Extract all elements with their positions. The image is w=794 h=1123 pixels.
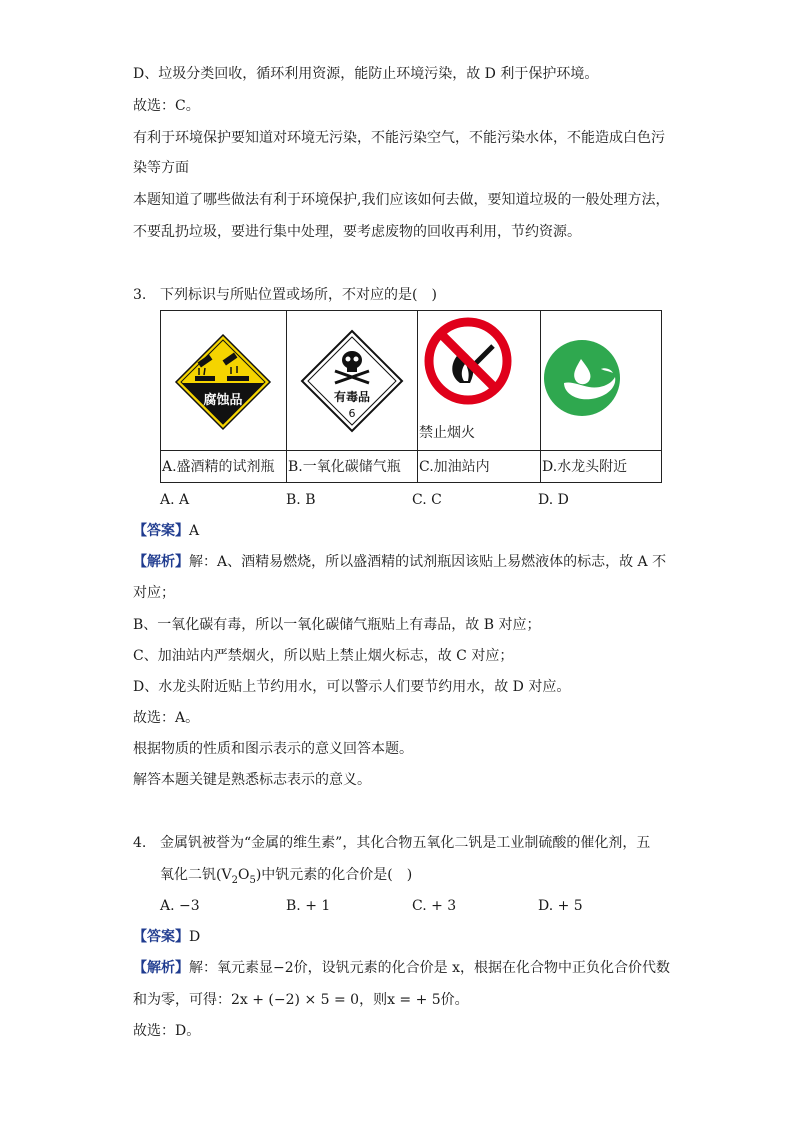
q4-answer-line [133,927,200,947]
q4-option-a: A. −3 [160,898,200,914]
q4-answer: D [189,929,201,945]
q3-analysis-tag: 【解析】 [133,554,189,570]
toxic-sign-text: 有毒品 [333,390,371,404]
q3-answer-tag: 【答案】 [133,523,189,539]
q4-stem-part-b: O [237,867,250,883]
q3-caption-b: B.一氧化碳储气瓶 [287,451,418,483]
q4-option-c: C. + 3 [412,898,457,914]
intro-note1b: 染等方面 [133,160,189,176]
q4-stem-part-c: )中钒元素的化合价是( ) [255,867,413,883]
q3-answer-line [133,521,199,541]
q4-analysis-tag: 【解析】 [133,960,189,976]
intro-line-d: D、垃圾分类回收，循环利用资源，能防止环境污染，故 D 利于保护环境。 [133,66,599,82]
q4-analysis-line-2: 和为零，可得：2x + (−2) × 5 = 0，则x = + 5价。 [133,992,469,1008]
q3-analysis-line-3: B、一氧化碳有毒，所以一氧化碳储气瓶贴上有毒品，故 B 对应； [133,617,541,633]
intro-note2a: 本题知道了哪些做法有利于环境保护,我们应该如何去做，要知道垃圾的一般处理方法， [133,192,670,208]
q4-stem-line-2 [160,865,412,891]
q3-analysis-line-1 [133,552,666,572]
q3-option-c: C. C [412,492,442,508]
q3-option-a: A. A [160,492,190,508]
corrosive-sign-text: 腐蚀品 [203,393,243,408]
q3-sign-cell-a [161,311,287,451]
q3-analysis-line-7: 根据物质的性质和图示表示的意义回答本题。 [133,741,413,757]
q3-option-d: D. D [538,492,569,508]
q4-option-b: B. + 1 [286,898,331,914]
no-fire-icon [418,311,543,425]
q3-caption-c: C.加油站内 [418,451,541,483]
q3-sign-cell-d [541,311,662,451]
q4-stem-part-a: 氧化二钒(V [160,867,232,883]
no-fire-sign-text: 禁止烟火 [419,425,475,441]
q3-caption-d: D.水龙头附近 [541,451,662,483]
q3-caption-a: A.盛酒精的试剂瓶 [161,451,287,483]
intro-note1a: 有利于环境保护要知道对环境无污染，不能污染空气，不能污染水体，不能造成白色污 [133,130,665,146]
intro-note2b: 不要乱扔垃圾，要进行集中处理，要考虑废物的回收再利用，节约资源。 [133,224,581,240]
q3-option-b: B. B [286,492,316,508]
q3-answer: A [189,523,200,539]
q4-answer-tag: 【答案】 [133,929,189,945]
q3-analysis-line-2: 对应； [133,585,175,601]
q3-sign-cell-c [418,311,541,451]
intro-answer: 故选：C。 [133,98,200,114]
q4-stem-sub-1: 2 [231,874,238,886]
q4-conclusion: 故选：D。 [133,1023,201,1039]
toxic-icon [287,311,417,449]
q3-analysis-line-6: 故选：A。 [133,710,200,726]
q3-analysis-line-5: D、水龙头附近贴上节约用水，可以警示人们要节约用水，故 D 对应。 [133,679,571,695]
q3-analysis-text-1: 解：A、酒精易燃烧，所以盛酒精的试剂瓶因该贴上易燃液体的标志，故 A 不 [189,554,667,570]
q4-stem-line-1: 金属钒被誉为“金属的维生素”，其化合物五氧化二钒是工业制硫酸的催化剂，五 [160,835,651,851]
q3-analysis-line-8: 解答本题关键是熟悉标志表示的意义。 [133,772,371,788]
corrosive-icon [161,311,286,449]
q4-analysis-text-1: 解：氧元素显−2价，设钒元素的化合价是 x，根据在化合物中正负化合价代数 [189,960,670,976]
q3-sign-cell-b [287,311,418,451]
q3-number: 3. [133,287,147,303]
q3-stem: 下列标识与所贴位置或场所，不对应的是( ) [160,287,437,303]
q4-analysis-line-1 [133,958,670,978]
q4-option-d: D. + 5 [538,898,583,914]
toxic-sign-number: 6 [348,407,356,420]
q3-analysis-line-4: C、加油站内严禁烟火，所以贴上禁止烟火标志，故 C 对应； [133,648,514,664]
water-saving-icon [541,311,661,449]
q4-number: 4. [133,835,147,851]
q4-stem-sub-2: 5 [249,874,256,886]
q3-sign-table [160,310,662,483]
